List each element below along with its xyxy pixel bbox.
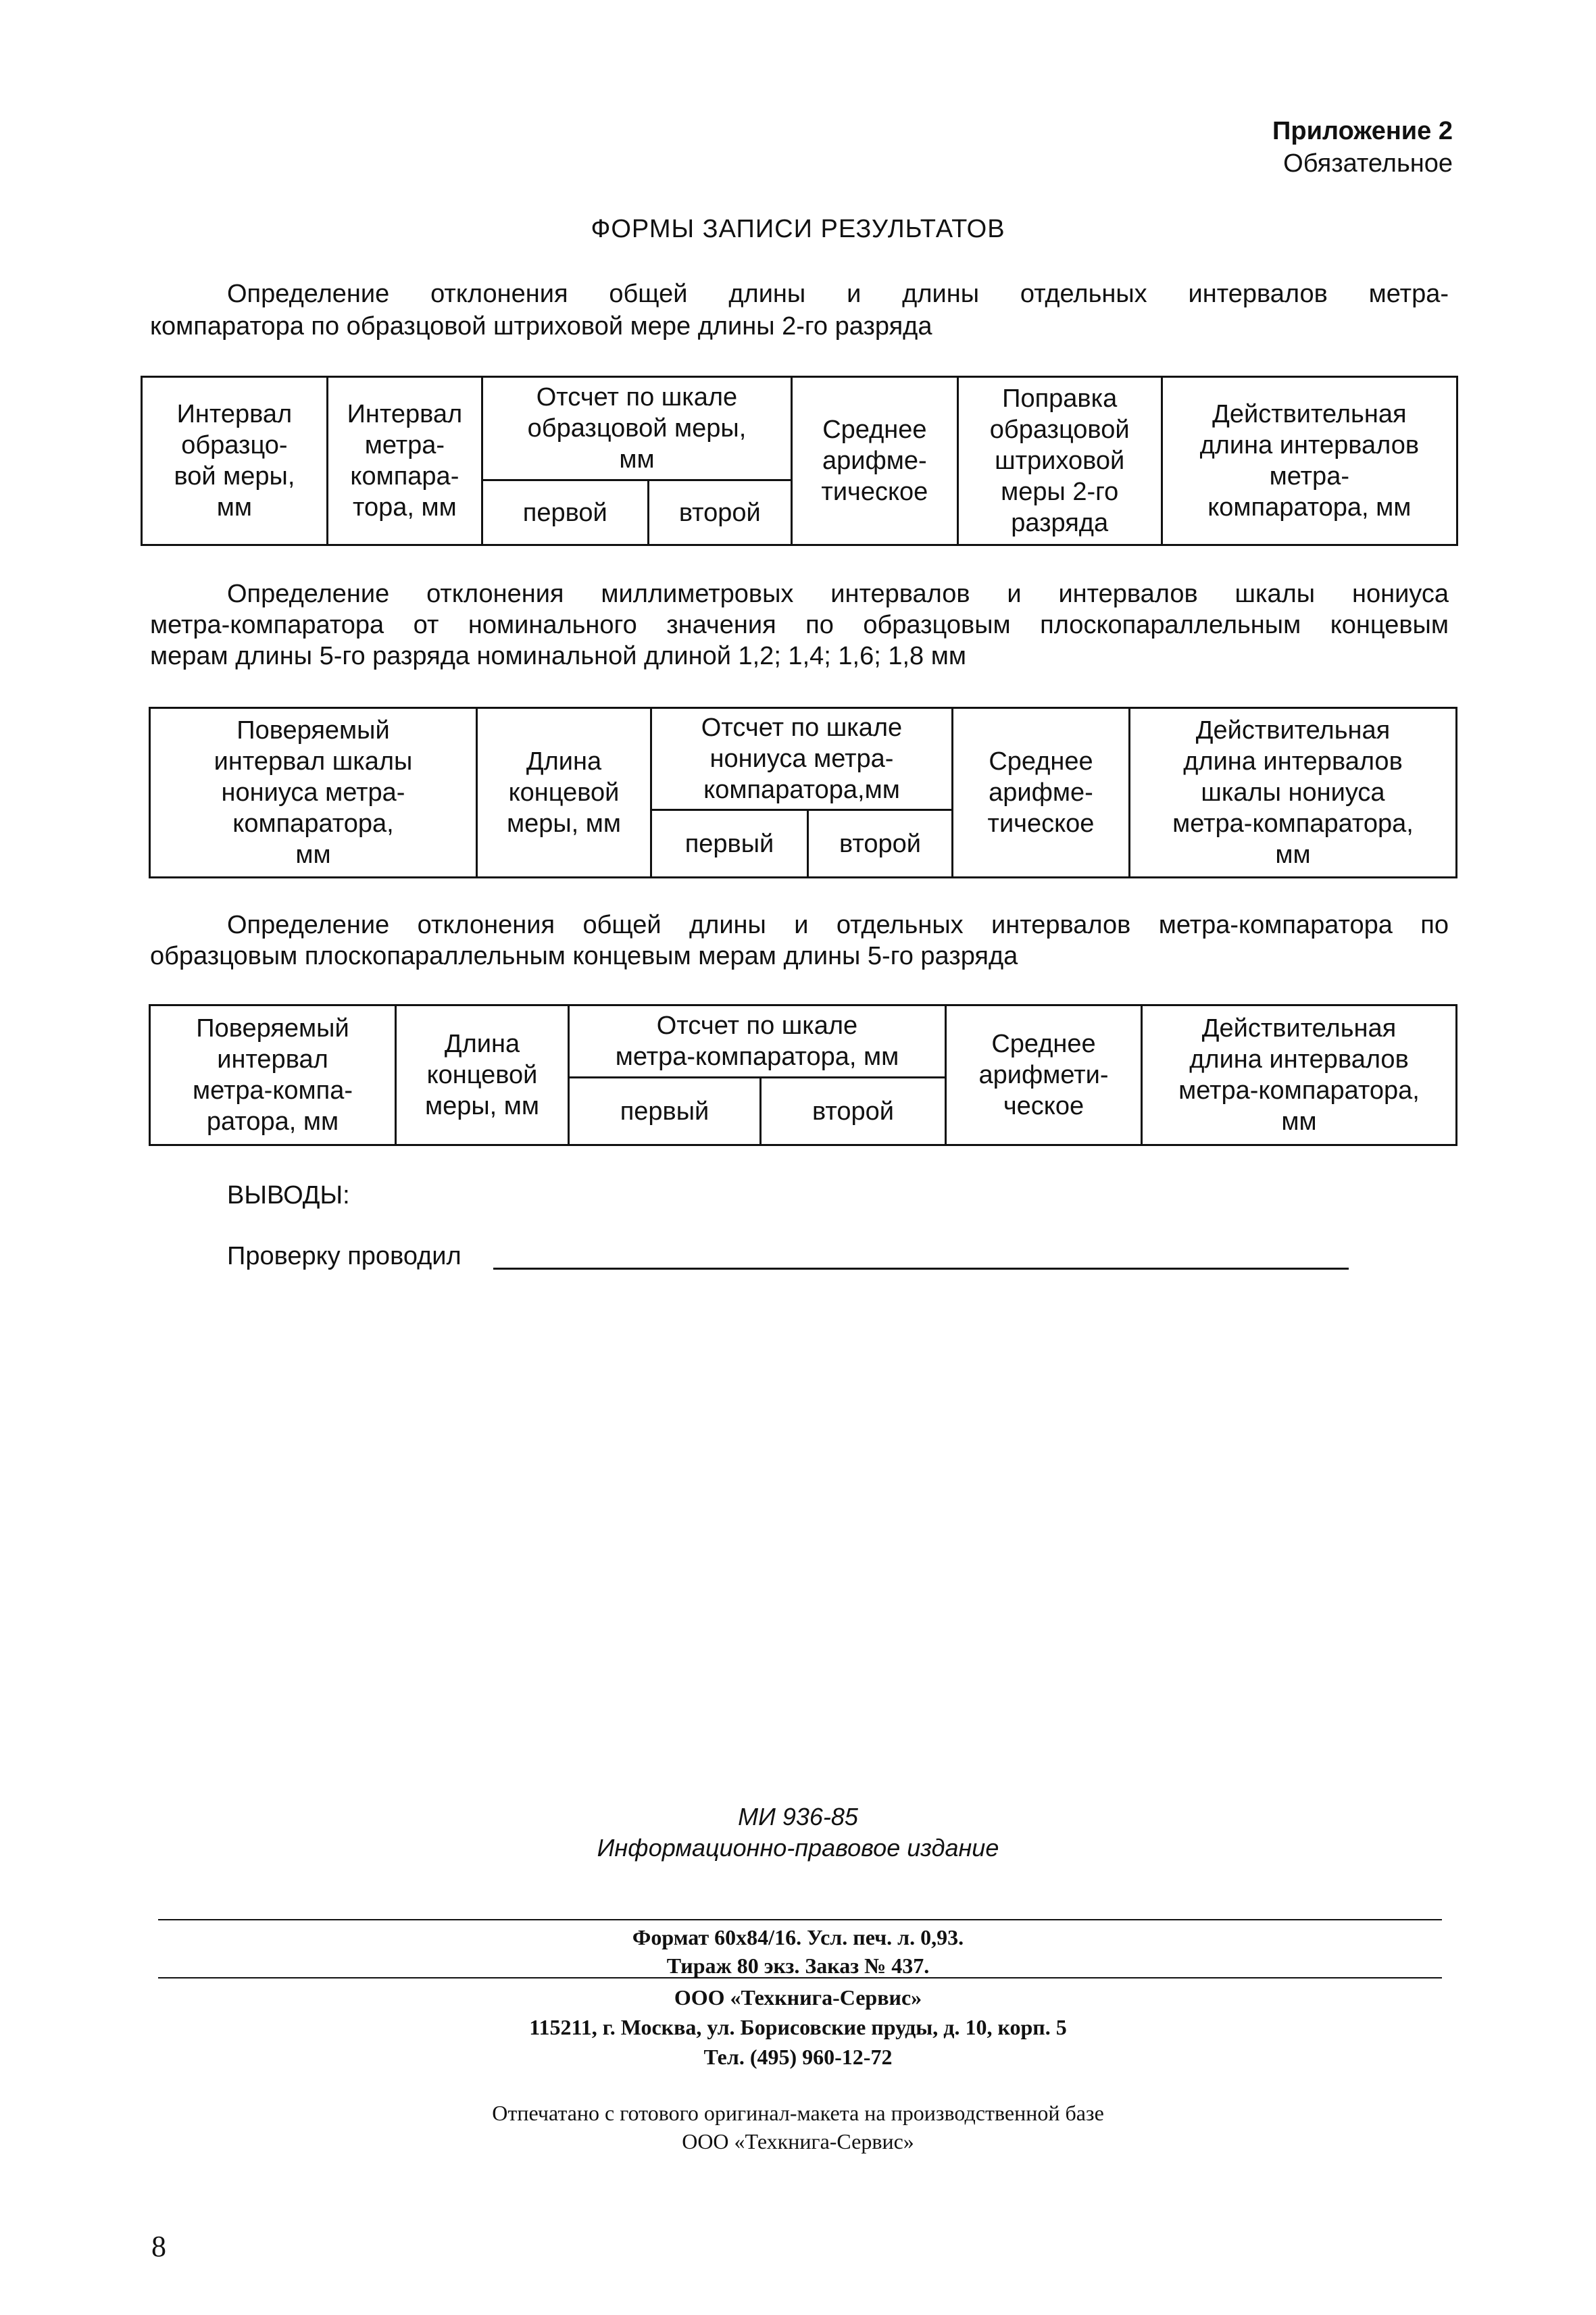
signature-line <box>493 1268 1349 1270</box>
t2-header-interval: Поверяемый интервал шкалы нониуса метра- компаратора, мм <box>150 708 477 878</box>
t1-header-interval-comparator: Интервал метра- компара- тора, мм <box>327 377 482 545</box>
printed-note-line1: Отпечатано с готового оригинал-макета на производственной базе <box>492 2101 1104 2125</box>
t2-header-first: первый <box>651 810 808 878</box>
t1-header-second: второй <box>648 480 791 545</box>
t3-header-reading: Отсчет по шкале метра-компаратора, мм <box>569 1005 946 1078</box>
t1-header-mean: Среднее арифме- тическое <box>792 377 958 545</box>
t1-header-reading: Отсчет по шкале образцовой меры, мм <box>482 377 791 480</box>
appendix-heading <box>1272 115 1453 180</box>
printed-note-line2: ООО «Техкнига-Сервис» <box>682 2129 914 2154</box>
conclusions-label: ВЫВОДЫ: <box>227 1181 350 1210</box>
doc-code: МИ 936-85 <box>738 1803 858 1831</box>
page-number: 8 <box>151 2230 166 2263</box>
table-total-length <box>149 1004 1457 1146</box>
t3-header-interval: Поверяемый интервал метра-компа- ратора, мм <box>150 1005 396 1145</box>
publisher-address: 115211, г. Москва, ул. Борисовские пруды, д. 10, корп. 5 <box>529 2015 1067 2039</box>
table-vernier-intervals <box>149 707 1457 878</box>
appendix-title: Приложение 2 <box>1272 117 1453 145</box>
publisher-phone: Тел. (495) 960-12-72 <box>703 2045 893 2069</box>
section2-line2: метра-компаратора от номинального значения по образцовым плоскопараллельным концевым <box>150 611 1449 639</box>
section3-line2: образцовым плоскопараллельным концевым мерам длины 5-го разряда <box>150 942 1018 970</box>
t2-header-gauge-length: Длина концевой меры, мм <box>477 708 651 878</box>
t2-header-reading: Отсчет по шкале нониуса метра- компаратора,мм <box>651 708 953 810</box>
section1-line1: Определение отклонения общей длины и длины отдельных интервалов метра- <box>227 280 1449 308</box>
table-2nd-rank-measure <box>141 376 1458 546</box>
format-line: Формат 60x84/16. Усл. печ. л. 0,93. <box>632 1925 964 1949</box>
t1-header-actual-length: Действительная длина интервалов метра- компаратора, мм <box>1162 377 1457 545</box>
t2-header-mean: Среднее арифме- тическое <box>953 708 1130 878</box>
t2-header-second: второй <box>808 810 953 878</box>
printed-note <box>0 2099 1596 2156</box>
t3-header-gauge-length: Длина концевой меры, мм <box>396 1005 569 1145</box>
t1-header-interval-measure: Интервал образцо- вой меры, мм <box>142 377 328 545</box>
checked-by-label: Проверку проводил <box>227 1242 462 1270</box>
t3-header-first: первый <box>569 1078 761 1145</box>
t2-header-actual-length: Действительная длина интервалов шкалы нониуса метра-компаратора, мм <box>1130 708 1457 878</box>
doc-type: Информационно-правовое издание <box>597 1834 999 1862</box>
print-line: Тираж 80 экз. Заказ № 437. <box>666 1953 930 1978</box>
section3-line1: Определение отклонения общей длины и отдельных интервалов метра-компаратора по <box>227 911 1449 939</box>
appendix-subtitle: Обязательное <box>1283 149 1453 178</box>
t3-header-actual-length: Действительная длина интервалов метра-компаратора, мм <box>1142 1005 1457 1145</box>
t3-header-second: второй <box>761 1078 946 1145</box>
section2-line3: мерам длины 5-го разряда номинальной длиной 1,2; 1,4; 1,6; 1,8 мм <box>150 642 966 670</box>
t1-header-correction: Поправка образцовой штриховой меры 2-го разряда <box>957 377 1162 545</box>
footer-rule-bottom <box>158 1977 1442 1978</box>
section2-line1: Определение отклонения миллиметровых интервалов и интервалов шкалы нониуса <box>227 580 1449 608</box>
t3-header-mean: Среднее арифмети- ческое <box>946 1005 1142 1145</box>
footer-doc-info <box>0 1801 1596 1864</box>
publisher-block <box>0 1983 1596 2072</box>
t1-header-first: первой <box>482 480 648 545</box>
publisher-name: ООО «Техкнига-Сервис» <box>674 1985 922 2010</box>
footer-rule-top <box>158 1919 1442 1920</box>
forms-title: ФОРМЫ ЗАПИСИ РЕЗУЛЬТАТОВ <box>591 215 1005 243</box>
section1-line2: компаратора по образцовой штриховой мере длины 2-го разряда <box>150 312 932 341</box>
